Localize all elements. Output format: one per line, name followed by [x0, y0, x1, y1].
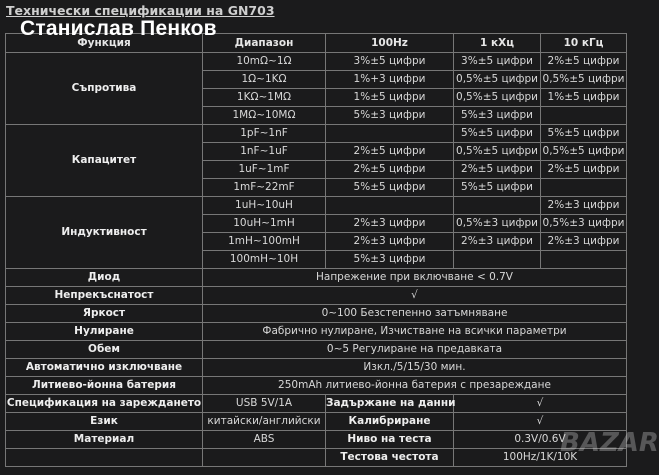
- accuracy-cell: 1%±5 цифри: [326, 89, 454, 107]
- function-cell: Капацитет: [6, 125, 203, 197]
- accuracy-cell: 2%±5 цифри: [326, 161, 454, 179]
- range-cell: 1Ω~1KΩ: [203, 71, 326, 89]
- accuracy-cell: 5%±5 цифри: [454, 179, 541, 197]
- column-header: 100Hz: [326, 34, 454, 53]
- table-row: [6, 197, 627, 215]
- accuracy-cell: 0,5%±3 цифри: [454, 215, 541, 233]
- spec-label: Спецификация на зареждането: [6, 395, 203, 413]
- spec-value: √: [454, 395, 627, 413]
- accuracy-cell: 5%±3 цифри: [326, 107, 454, 125]
- column-header: 1 кХц: [454, 34, 541, 53]
- spec-label: Калибриране: [326, 413, 454, 431]
- spec-label: Тестова честота: [326, 449, 454, 467]
- table-row: [6, 269, 627, 287]
- spec-label: Език: [6, 413, 203, 431]
- table-row: [6, 395, 627, 413]
- spec-label: Непрекъснатост: [6, 287, 203, 305]
- accuracy-cell: 2%±3 цифри: [541, 197, 627, 215]
- accuracy-cell: 2%±5 цифри: [454, 161, 541, 179]
- spec-label: Автоматично изключване: [6, 359, 203, 377]
- accuracy-cell: 2%±3 цифри: [326, 215, 454, 233]
- function-cell: Съпротива: [6, 53, 203, 125]
- range-cell: 1uH~10uH: [203, 197, 326, 215]
- table-row: [6, 287, 627, 305]
- accuracy-cell: 5%±3 цифри: [326, 251, 454, 269]
- spec-value: [203, 449, 326, 467]
- accuracy-cell: 2%±5 цифри: [326, 143, 454, 161]
- accuracy-cell: 1%+3 цифри: [326, 71, 454, 89]
- accuracy-cell: 1%±5 цифри: [541, 89, 627, 107]
- range-cell: 1MΩ~10MΩ: [203, 107, 326, 125]
- accuracy-cell: 5%±5 цифри: [541, 125, 627, 143]
- spec-label: Диод: [6, 269, 203, 287]
- spec-label: Нулиране: [6, 323, 203, 341]
- table-row: [6, 53, 627, 71]
- table-row: [6, 431, 627, 449]
- spec-value: 0~5 Регулиране на предавката: [203, 341, 627, 359]
- accuracy-cell: [541, 179, 627, 197]
- table-row: [6, 323, 627, 341]
- table-row: [6, 359, 627, 377]
- accuracy-cell: 2%±3 цифри: [541, 233, 627, 251]
- table-row: [6, 413, 627, 431]
- accuracy-cell: 0,5%±5 цифри: [454, 89, 541, 107]
- accuracy-cell: [326, 197, 454, 215]
- spec-label: Обем: [6, 341, 203, 359]
- accuracy-cell: 2%±5 цифри: [541, 53, 627, 71]
- spec-label: Задържане на данни: [326, 395, 454, 413]
- range-cell: 1KΩ~1MΩ: [203, 89, 326, 107]
- spec-value: китайски/английски: [203, 413, 326, 431]
- spec-table: [5, 33, 627, 467]
- accuracy-cell: [326, 125, 454, 143]
- range-cell: 1pF~1nF: [203, 125, 326, 143]
- spec-value: √: [203, 287, 627, 305]
- table-row: [6, 305, 627, 323]
- document-title: Технически спецификации на GN703: [6, 3, 275, 18]
- spec-value: 250mAh литиево-йонна батерия с презареждане: [203, 377, 627, 395]
- spec-label: Яркост: [6, 305, 203, 323]
- accuracy-cell: [541, 107, 627, 125]
- function-cell: Индуктивност: [6, 197, 203, 269]
- range-cell: 1mF~22mF: [203, 179, 326, 197]
- column-header: Диапазон: [203, 34, 326, 53]
- spec-value: Напрежение при включване < 0.7V: [203, 269, 627, 287]
- accuracy-cell: 2%±3 цифри: [326, 233, 454, 251]
- accuracy-cell: 0,5%±3 цифри: [541, 215, 627, 233]
- spec-value: 0.3V/0.6V: [454, 431, 627, 449]
- column-header: Функция: [6, 34, 203, 53]
- table-row: [6, 341, 627, 359]
- range-cell: 1nF~1uF: [203, 143, 326, 161]
- accuracy-cell: 0,5%±5 цифри: [454, 71, 541, 89]
- spec-value: Изкл./5/15/30 мин.: [203, 359, 627, 377]
- accuracy-cell: 0,5%±5 цифри: [541, 143, 627, 161]
- accuracy-cell: [454, 197, 541, 215]
- accuracy-cell: [541, 251, 627, 269]
- accuracy-cell: 3%±5 цифри: [326, 53, 454, 71]
- table-row: [6, 449, 627, 467]
- spec-value: 100Hz/1K/10K: [454, 449, 627, 467]
- spec-label: [6, 449, 203, 467]
- range-cell: 10uH~1mH: [203, 215, 326, 233]
- accuracy-cell: 5%±5 цифри: [326, 179, 454, 197]
- spec-value: 0~100 Безстепенно затъмняване: [203, 305, 627, 323]
- column-header: 10 кГц: [541, 34, 627, 53]
- accuracy-cell: [454, 251, 541, 269]
- spec-label: Ниво на теста: [326, 431, 454, 449]
- spec-value: Фабрично нулиране, Изчистване на всички параметри: [203, 323, 627, 341]
- spec-value: √: [454, 413, 627, 431]
- accuracy-cell: 2%±5 цифри: [541, 161, 627, 179]
- range-cell: 1mH~100mH: [203, 233, 326, 251]
- table-row: [6, 125, 627, 143]
- accuracy-cell: 2%±3 цифри: [454, 233, 541, 251]
- accuracy-cell: 5%±3 цифри: [454, 107, 541, 125]
- accuracy-cell: 3%±5 цифри: [454, 53, 541, 71]
- author-overlay-text: Станислав Пенков: [20, 17, 217, 40]
- spec-value: ABS: [203, 431, 326, 449]
- range-cell: 100mH~10H: [203, 251, 326, 269]
- accuracy-cell: 0,5%±5 цифри: [541, 71, 627, 89]
- range-cell: 1uF~1mF: [203, 161, 326, 179]
- watermark-logo: BAZAR: [560, 428, 659, 458]
- range-cell: 10mΩ~1Ω: [203, 53, 326, 71]
- spec-value: USB 5V/1A: [203, 395, 326, 413]
- spec-label: Материал: [6, 431, 203, 449]
- accuracy-cell: 5%±5 цифри: [454, 125, 541, 143]
- table-row: [6, 377, 627, 395]
- spec-label: Литиево-йонна батерия: [6, 377, 203, 395]
- accuracy-cell: 0,5%±5 цифри: [454, 143, 541, 161]
